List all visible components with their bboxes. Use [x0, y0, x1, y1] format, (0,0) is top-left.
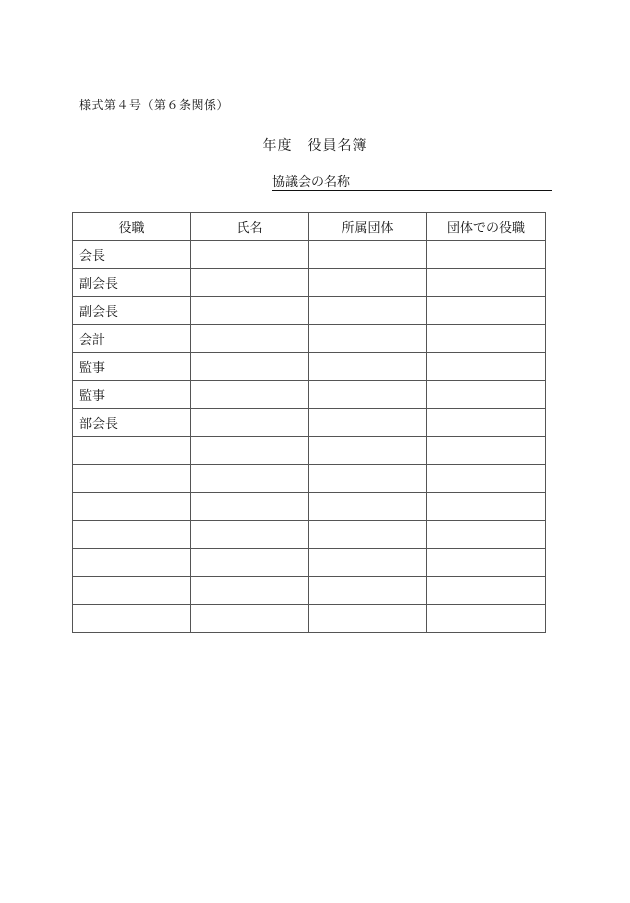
- table-row: [73, 269, 546, 297]
- name-cell[interactable]: [191, 605, 309, 633]
- role-cell[interactable]: [73, 577, 191, 605]
- role-cell[interactable]: [73, 605, 191, 633]
- name-cell[interactable]: [191, 353, 309, 381]
- table-row: [73, 381, 546, 409]
- affiliation-cell[interactable]: [309, 577, 427, 605]
- document-title: 年度 役員名簿: [262, 138, 368, 154]
- position-cell[interactable]: [427, 381, 546, 409]
- role-cell[interactable]: 監事: [73, 353, 191, 381]
- name-cell[interactable]: [191, 409, 309, 437]
- council-name-label: 協議会の名称: [272, 175, 351, 190]
- table-row: [73, 325, 546, 353]
- role-cell[interactable]: 監事: [73, 381, 191, 409]
- table-row: [73, 437, 546, 465]
- council-name-field[interactable]: [272, 176, 552, 191]
- position-cell[interactable]: [427, 437, 546, 465]
- table-row: [73, 297, 546, 325]
- affiliation-cell[interactable]: [309, 241, 427, 269]
- table-row: [73, 521, 546, 549]
- role-cell[interactable]: [73, 549, 191, 577]
- position-cell[interactable]: [427, 577, 546, 605]
- role-cell[interactable]: [73, 493, 191, 521]
- affiliation-cell[interactable]: [309, 521, 427, 549]
- header-name: 氏名: [191, 213, 309, 241]
- officer-roster-table: [72, 212, 546, 633]
- role-cell[interactable]: 会計: [73, 325, 191, 353]
- affiliation-cell[interactable]: [309, 605, 427, 633]
- name-cell[interactable]: [191, 493, 309, 521]
- header-affiliation: 所属団体: [309, 213, 427, 241]
- position-cell[interactable]: [427, 549, 546, 577]
- position-cell[interactable]: [427, 297, 546, 325]
- table-row: [73, 493, 546, 521]
- name-cell[interactable]: [191, 549, 309, 577]
- position-cell[interactable]: [427, 353, 546, 381]
- name-cell[interactable]: [191, 269, 309, 297]
- header-role: 役職: [73, 213, 191, 241]
- role-cell[interactable]: 副会長: [73, 269, 191, 297]
- affiliation-cell[interactable]: [309, 549, 427, 577]
- table-row: [73, 241, 546, 269]
- table-row: [73, 409, 546, 437]
- position-cell[interactable]: [427, 241, 546, 269]
- name-cell[interactable]: [191, 577, 309, 605]
- position-cell[interactable]: [427, 269, 546, 297]
- affiliation-cell[interactable]: [309, 437, 427, 465]
- role-cell[interactable]: [73, 465, 191, 493]
- name-cell[interactable]: [191, 437, 309, 465]
- name-cell[interactable]: [191, 241, 309, 269]
- table-row: [73, 549, 546, 577]
- position-cell[interactable]: [427, 521, 546, 549]
- role-cell[interactable]: [73, 521, 191, 549]
- role-cell[interactable]: 部会長: [73, 409, 191, 437]
- affiliation-cell[interactable]: [309, 325, 427, 353]
- form-number: 様式第４号（第６条関係）: [79, 98, 230, 112]
- position-cell[interactable]: [427, 409, 546, 437]
- table-header-row: [73, 213, 546, 241]
- position-cell[interactable]: [427, 493, 546, 521]
- position-cell[interactable]: [427, 325, 546, 353]
- table-row: [73, 577, 546, 605]
- affiliation-cell[interactable]: [309, 493, 427, 521]
- table-row: [73, 353, 546, 381]
- header-position: 団体での役職: [427, 213, 546, 241]
- affiliation-cell[interactable]: [309, 297, 427, 325]
- name-cell[interactable]: [191, 521, 309, 549]
- position-cell[interactable]: [427, 605, 546, 633]
- name-cell[interactable]: [191, 381, 309, 409]
- role-cell[interactable]: 副会長: [73, 297, 191, 325]
- name-cell[interactable]: [191, 325, 309, 353]
- name-cell[interactable]: [191, 465, 309, 493]
- affiliation-cell[interactable]: [309, 269, 427, 297]
- position-cell[interactable]: [427, 465, 546, 493]
- name-cell[interactable]: [191, 297, 309, 325]
- affiliation-cell[interactable]: [309, 381, 427, 409]
- role-cell[interactable]: [73, 437, 191, 465]
- affiliation-cell[interactable]: [309, 353, 427, 381]
- affiliation-cell[interactable]: [309, 409, 427, 437]
- role-cell[interactable]: 会長: [73, 241, 191, 269]
- table-row: [73, 465, 546, 493]
- table-row: [73, 605, 546, 633]
- affiliation-cell[interactable]: [309, 465, 427, 493]
